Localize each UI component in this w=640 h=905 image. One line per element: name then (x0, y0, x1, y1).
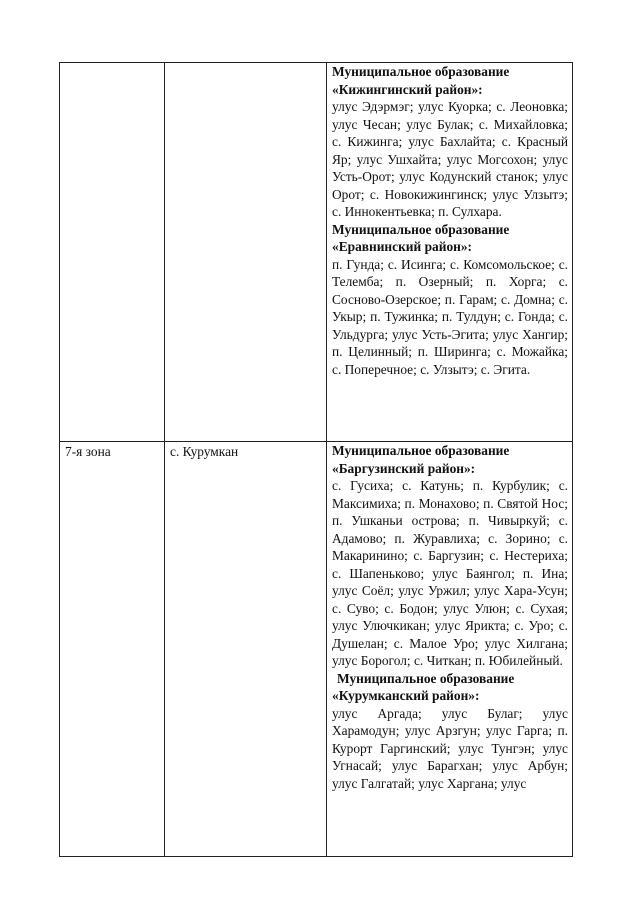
municipality-name: «Кижингинский район»: (332, 81, 483, 97)
center-cell (165, 442, 327, 857)
zone-label (60, 63, 164, 64)
settlements-table (59, 62, 573, 857)
municipality-block (327, 63, 572, 221)
municipality-heading: Муниципальное образование (332, 443, 510, 458)
center-label: с. Курумкан (170, 444, 239, 459)
municipality-block (327, 670, 572, 793)
table-row (60, 63, 573, 442)
municipalities-cell (327, 63, 573, 442)
municipality-heading: Муниципальное образование (337, 670, 515, 686)
center-cell (165, 63, 327, 442)
zone-cell (60, 442, 165, 857)
municipalities-cell (327, 442, 573, 857)
zone-cell (60, 63, 165, 442)
zone-label: 7-я зона (65, 444, 111, 459)
municipality-name: «Баргузинский район»: (332, 460, 476, 476)
municipality-heading: Муниципальное образование (332, 221, 510, 237)
municipality-heading: Муниципальное образование (332, 64, 510, 79)
center-label (165, 63, 326, 64)
settlement-list: улус Эдэрмэг; улус Куорка; с. Леоновка; улус Чесан; улус Булак; с. Михайловка; с. Кижинга; улус Бахлайта; с. Красный Яр; улус Ушхайта; улус Могсохон; улус Усть-Орот; улус Кодунский станок; улус Орот; с. Новокижингинск; улус Улзытэ; с. Иннокентьевка; п. Сулхара. (332, 99, 568, 219)
municipality-name: «Еравнинский район»: (332, 239, 473, 254)
municipality-name: «Курумканский район»: (332, 688, 480, 703)
table-row (60, 442, 573, 857)
settlement-list: п. Гунда; с. Исинга; с. Комсомольское; с. Телемба; п. Озерный; п. Хорга; с. Сосново-Озерское; п. Гарам; с. Домна; с. Укыр; п. Тужинка; п. Тулдун; с. Гонда; с. Ульдурга; улус Усть-Эгита; улус Хангир; п. Целинный; п. Ширинга; с. Можайка; с. Поперечное; с. Улзытэ; с. Эгита. (332, 256, 568, 377)
settlement-list: с. Гусиха; с. Катунь; п. Курбулик; с. Максимиха; п. Монахово; п. Святой Нос; п. Ушканьи острова; п. Чивыркуй; с. Адамово; п. Журавлиха; с. Зорино; с. Макаринино; с. Баргузин; с. Нестериха; с. Шапеньково; улус Баянгол; п. Ина; улус Соёл; улус Уржил; улус Хара-Усун; с. Суво; с. Бодон; улус Улюн; с. Сухая; улус Улючкикан; улус Яриктa; с. Уро; с. Душелан; с. Малое Уро; улус Хилгана; улус Борогол; с. Читкан; п. Юбилейный. (332, 478, 568, 668)
municipality-block (327, 442, 572, 670)
municipality-block (327, 221, 572, 379)
settlement-list: улус Аргада; улус Булаг; улус Харамодун; улус Арзгун; улус Гарга; п. Курорт Гаргинский; улус Тунгэн; улус Угнасай; улус Барагхан; улус Арбун; улус Галгатай; улус Харгана; улус (332, 705, 568, 791)
